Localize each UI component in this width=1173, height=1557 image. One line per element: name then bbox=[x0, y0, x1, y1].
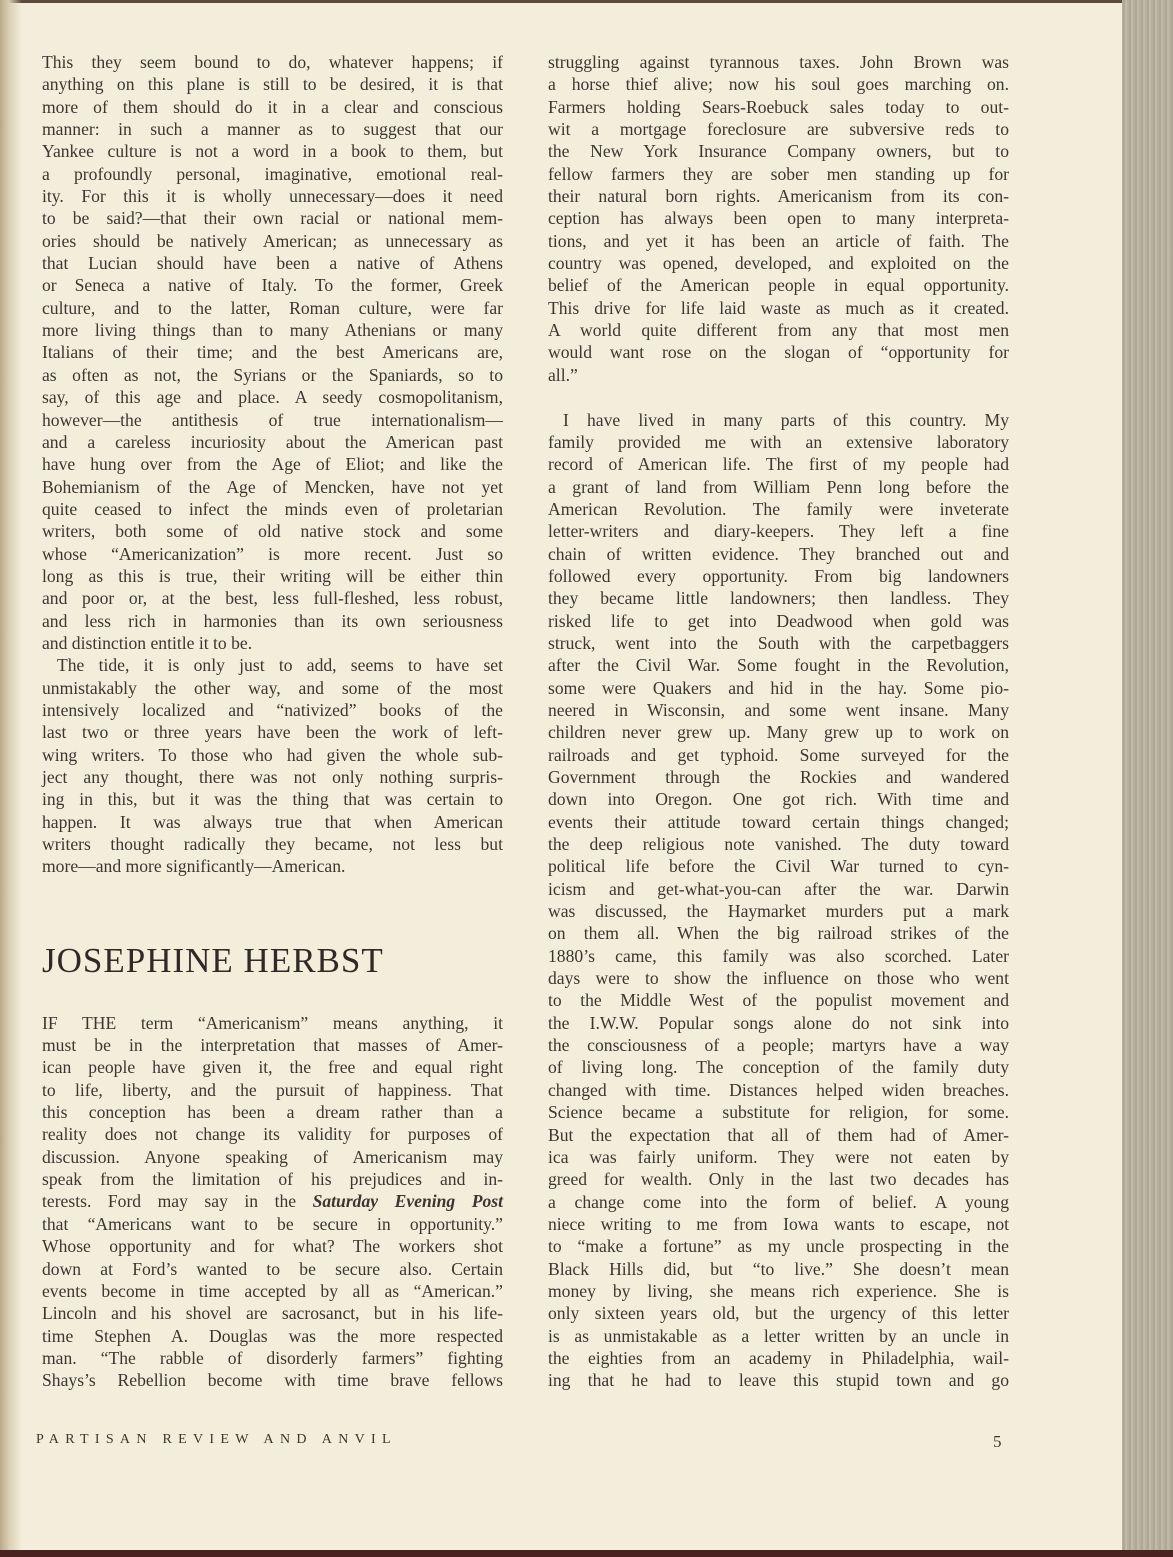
text-line: have hung over from the Age of Eliot; and like the bbox=[42, 454, 503, 475]
text-line: some were Quakers and hid in the hay. Some pio- bbox=[548, 677, 1009, 698]
text-line: ica was fairly uniform. They were not eaten by bbox=[548, 1146, 1009, 1167]
text-line: The tide, it is only just to add, seems to have set bbox=[57, 655, 503, 676]
text-line: political life before the Civil War turned to cyn- bbox=[548, 856, 1009, 877]
text-line: a change come into the form of belief. A young bbox=[548, 1191, 1009, 1212]
text-line: after the Civil War. Some fought in the Revolution, bbox=[548, 655, 1009, 676]
text-line: the consciousness of a people; martyrs have a way bbox=[548, 1035, 1009, 1056]
text-line: wit a mortgage foreclosure are subversive reds to bbox=[548, 119, 1009, 140]
text-line: Italians of their time; and the best Americans are, bbox=[42, 342, 503, 363]
text-line: more—and more significantly—American. bbox=[42, 856, 346, 877]
text-line: or Seneca a native of Italy. To the former, Greek bbox=[42, 275, 503, 296]
text-line: and a careless incuriosity about the American past bbox=[42, 431, 503, 452]
text-line: to “make a fortune” as my uncle prospecting in the bbox=[548, 1236, 1009, 1257]
book-cover-edge bbox=[0, 1550, 1173, 1557]
text-line: tions, and yet it has been an article of faith. The bbox=[548, 230, 1009, 251]
text-line: Black Hills did, but “to live.” She doesn’t mean bbox=[548, 1258, 1009, 1279]
book-page-edges bbox=[1122, 0, 1173, 1550]
paragraph bbox=[42, 654, 503, 877]
left-text-column bbox=[42, 51, 503, 1392]
author-heading: JOSEPHINE HERBST bbox=[42, 940, 384, 980]
text-line: more of them should do it in a clear and conscious bbox=[42, 96, 503, 117]
text-line: a profoundly personal, imaginative, emotional real- bbox=[42, 163, 503, 184]
text-line: reality does not change its validity for purposes of bbox=[42, 1124, 503, 1145]
text-line: quite ceased to infect the minds even of proletarian bbox=[42, 498, 503, 519]
text-line: icism and get-what-you-can after the war. Darwin bbox=[548, 878, 1009, 899]
text-line: their natural born rights. Americanism from its con- bbox=[548, 186, 1009, 207]
text-line: intensively localized and “nativized” books of the bbox=[42, 699, 503, 720]
text-line: children never grew up. Many grew up to work on bbox=[548, 722, 1009, 743]
text-line: This drive for life laid waste as much as it created. bbox=[548, 297, 1009, 318]
text-line: niece writing to me from Iowa wants to escape, not bbox=[548, 1213, 1009, 1234]
text-line: Yankee culture is not a word in a book to them, but bbox=[42, 141, 503, 162]
page-top-edge bbox=[0, 0, 1173, 3]
text-line: and poor or, at the best, less full-fleshed, less robust, bbox=[42, 588, 503, 609]
text-line: whose “Americanization” is more recent. Just so bbox=[42, 543, 503, 564]
text-line: A world quite different from any that most men bbox=[548, 320, 1009, 341]
text-line: events become in time accepted by all as “American.” bbox=[42, 1280, 503, 1301]
text-line: more living things than to many Athenians or many bbox=[42, 320, 503, 341]
text-line: Science became a substitute for religion, for some. bbox=[548, 1102, 1009, 1123]
text-line: unmistakably the other way, and some of the most bbox=[42, 677, 503, 698]
text-line: of living long. The conception of the family duty bbox=[548, 1057, 1009, 1078]
text-line: ject any thought, there was not only nothing surpris- bbox=[42, 767, 503, 787]
text-line: railroads and get typhoid. Some surveyed for the bbox=[548, 744, 1009, 765]
text-line: this conception has been a dream rather than a bbox=[42, 1102, 503, 1123]
text-line: discussion. Anyone speaking of Americanism may bbox=[42, 1146, 503, 1167]
text-line: ception has always been open to many interpreta- bbox=[548, 208, 1009, 229]
running-footer-title: PARTISAN REVIEW AND ANVIL bbox=[36, 1432, 397, 1447]
text-line: chain of written evidence. They branched out and bbox=[548, 543, 1009, 564]
text-line: time Stephen A. Douglas was the more respected bbox=[42, 1325, 503, 1346]
text-line: wing writers. To those who had given the whole sub- bbox=[42, 744, 503, 765]
paragraph bbox=[548, 409, 1009, 1392]
text-line: to be said?—that their own racial or national mem- bbox=[42, 208, 503, 229]
text-line: say, of this age and place. A seedy cosmopolitanism, bbox=[42, 387, 503, 408]
paragraph bbox=[42, 1012, 503, 1392]
text-line: is as unmistakable as a letter written by an uncle in bbox=[548, 1325, 1009, 1346]
text-line: that “Americans want to be secure in opportunity.” bbox=[42, 1213, 503, 1234]
text-line: Government through the Rockies and wandered bbox=[548, 767, 1009, 787]
text-line: American Revolution. The family were inveterate bbox=[548, 498, 1009, 519]
text-line: days were to show the influence on those who went bbox=[548, 968, 1009, 989]
right-text-column bbox=[548, 51, 1009, 1392]
text-line: to the Middle West of the populist movement and bbox=[548, 990, 1009, 1011]
text-line: a grant of land from William Penn long before the bbox=[548, 476, 1009, 497]
text-line: ories should be natively American; as unnecessary as bbox=[42, 230, 503, 251]
text-line: anything on this plane is still to be desired, it is that bbox=[42, 74, 503, 95]
paragraph bbox=[42, 51, 503, 654]
text-line: Farmers holding Sears-Roebuck sales today to out- bbox=[548, 96, 1009, 117]
text-line: fellow farmers they are sober men standing up for bbox=[548, 163, 1009, 184]
text-line: ity. For this it is wholly unnecessary—does it need bbox=[42, 186, 503, 207]
text-line: they became little landowners; then landless. They bbox=[548, 588, 1009, 609]
text-line: struggling against tyrannous taxes. John Brown was bbox=[548, 52, 1009, 72]
text-line: however—the antithesis of true internationalism— bbox=[42, 409, 503, 430]
text-line bbox=[42, 1190, 503, 1212]
text-line: must be in the interpretation that masses of Amer- bbox=[42, 1035, 503, 1056]
text-line: country was opened, developed, and exploited on the bbox=[548, 253, 1009, 274]
text-line: 1880’s came, this family was also scorched. Later bbox=[548, 945, 1009, 966]
text-line: IF THE term “Americanism” means anything, it bbox=[42, 1012, 503, 1033]
text-line: ican people have given it, the free and equal right bbox=[42, 1057, 503, 1078]
text-line: record of American life. The first of my people had bbox=[548, 454, 1009, 475]
text-line: ing that he had to leave this stupid town and go bbox=[548, 1370, 1009, 1391]
text-line: risked life to get into Deadwood when gold was bbox=[548, 610, 1009, 631]
text-line: to life, liberty, and the pursuit of happiness. That bbox=[42, 1079, 503, 1100]
text-line: would want rose on the slogan of “opportunity for bbox=[548, 342, 1009, 363]
text-line: man. “The rabble of disorderly farmers” fighting bbox=[42, 1347, 503, 1368]
text-line: ing in this, but it was the thing that was certain to bbox=[42, 789, 503, 810]
text-line: long as this is true, their writing will be either thin bbox=[42, 565, 503, 586]
text-line: changed with time. Distances helped widen breaches. bbox=[548, 1079, 1009, 1100]
text-line: money by living, she means rich experience. She is bbox=[548, 1280, 1009, 1301]
text-line: as often as not, the Syrians or the Spaniards, so to bbox=[42, 364, 503, 385]
text-line: that Lucian should have been a native of Athens bbox=[42, 253, 503, 274]
text-line: Whose opportunity and for what? The workers shot bbox=[42, 1236, 503, 1257]
text-line: writers thought radically they became, not less but bbox=[42, 834, 503, 855]
text-line: on them all. When the big railroad strikes of the bbox=[548, 923, 1009, 944]
text-line: down at Ford’s wanted to be secure also. Certain bbox=[42, 1258, 503, 1279]
text-line: events their attitude toward certain things changed; bbox=[548, 811, 1009, 832]
text-line: and less rich in harmonies than its own seriousness bbox=[42, 610, 503, 631]
text-line: belief of the American people in equal opportunity. bbox=[548, 275, 1009, 296]
text-line: letter-writers and diary-keepers. They left a fine bbox=[548, 521, 1009, 542]
text-line: last two or three years have been the work of left- bbox=[42, 722, 503, 743]
book-gutter-shadow bbox=[0, 0, 22, 1557]
text-line: the deep religious note vanished. The duty toward bbox=[548, 834, 1009, 855]
text-line: culture, and to the latter, Roman culture, were far bbox=[42, 297, 503, 318]
text-line: greed for wealth. Only in the last two decades has bbox=[548, 1169, 1009, 1190]
text-line: the eighties from an academy in Philadelphia, wail- bbox=[548, 1347, 1009, 1368]
text-line: all.” bbox=[548, 364, 578, 385]
page-number: 5 bbox=[993, 1432, 1002, 1451]
italic-title: Saturday Evening Post bbox=[312, 1191, 503, 1212]
text-line: Shays’s Rebellion become with time brave fellows bbox=[42, 1370, 503, 1391]
text-line: This they seem bound to do, whatever happens; if bbox=[42, 52, 503, 72]
text-line: But the expectation that all of them had of Amer- bbox=[548, 1124, 1009, 1145]
text-line: followed every opportunity. From big landowners bbox=[548, 565, 1009, 586]
text-segment: terests. Ford may say in the bbox=[42, 1191, 313, 1212]
text-line: struck, went into the South with the carpetbaggers bbox=[548, 632, 1009, 653]
text-line: only sixteen years old, but the urgency of this letter bbox=[548, 1303, 1009, 1324]
text-line: Lincoln and his shovel are sacrosanct, but in his life- bbox=[42, 1303, 503, 1324]
text-line: the New York Insurance Company owners, but to bbox=[548, 141, 1009, 162]
text-line: a horse thief alive; now his soul goes marching on. bbox=[548, 74, 1009, 95]
text-line: manner: in such a manner as to suggest that our bbox=[42, 119, 503, 140]
text-line: was discussed, the Haymarket murders put a mark bbox=[548, 901, 1009, 922]
text-line: neered in Wisconsin, and some went insane. Many bbox=[548, 699, 1009, 720]
paragraph bbox=[548, 51, 1009, 386]
text-line: speak from the limitation of his prejudices and in- bbox=[42, 1169, 503, 1190]
text-line: writers, both some of old native stock and some bbox=[42, 521, 503, 542]
text-line: happen. It was always true that when American bbox=[42, 811, 503, 832]
text-line: down into Oregon. One got rich. With time and bbox=[548, 789, 1009, 810]
text-line: Bohemianism of the Age of Mencken, have not yet bbox=[42, 476, 503, 497]
text-line: and distinction entitle it to be. bbox=[42, 632, 253, 653]
text-line: the I.W.W. Popular songs alone do not sink into bbox=[548, 1012, 1009, 1033]
text-line: I have lived in many parts of this country. My bbox=[563, 409, 1009, 430]
text-line: family provided me with an extensive laboratory bbox=[548, 431, 1009, 452]
